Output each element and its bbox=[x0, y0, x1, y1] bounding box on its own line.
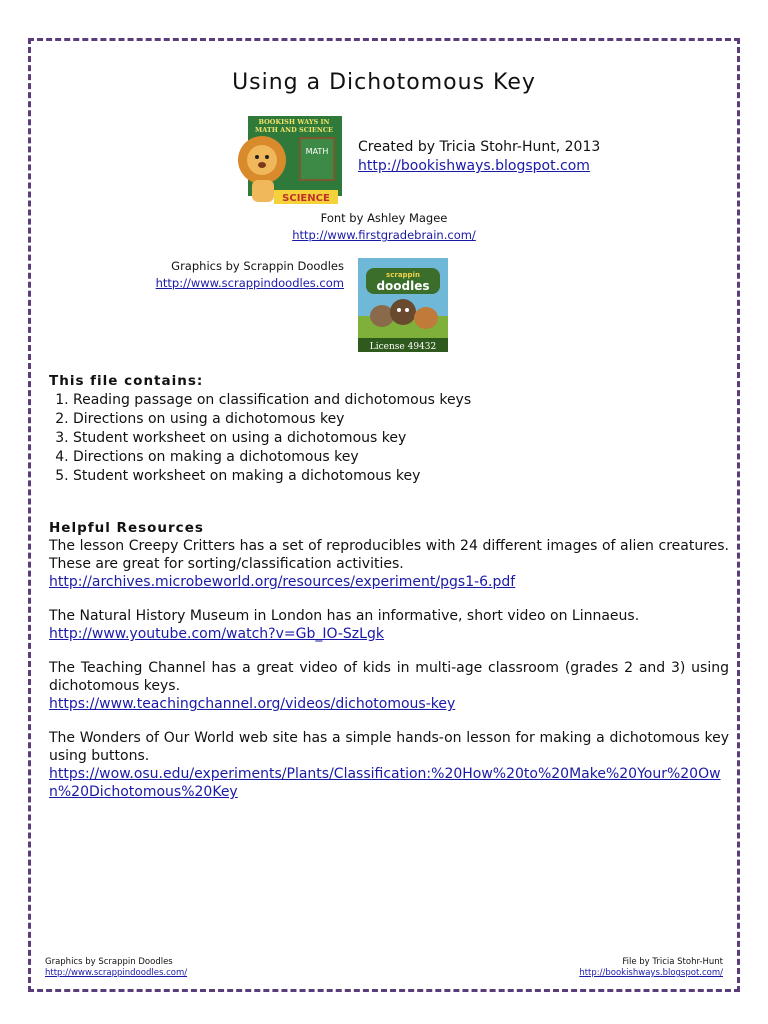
resource-text: The Natural History Museum in London has an informative, short video on Linnaeus. bbox=[49, 608, 640, 624]
resource-entry bbox=[49, 537, 729, 591]
resource-entry bbox=[49, 729, 729, 801]
footer-left-text: Graphics by Scrappin Doodles bbox=[45, 957, 173, 967]
critter-fox bbox=[414, 307, 438, 329]
small-board bbox=[300, 138, 334, 180]
bookish-ways-logo-image bbox=[234, 114, 344, 212]
file-contents-section bbox=[49, 372, 729, 486]
resource-entry bbox=[49, 607, 729, 643]
graphics-credit bbox=[130, 258, 344, 292]
graphics-credit-text: Graphics by Scrappin Doodles bbox=[171, 259, 344, 273]
resources-heading: Helpful Resources bbox=[49, 520, 204, 536]
lion-face bbox=[247, 145, 277, 175]
badge-license-text: License 49432 bbox=[369, 342, 437, 352]
logo-line1: BOOKISH WAYS IN bbox=[258, 118, 330, 126]
page-border bbox=[28, 38, 740, 992]
resource-link[interactable]: https://www.teachingchannel.org/videos/dichotomous-key bbox=[49, 696, 456, 712]
font-credit-link[interactable]: http://www.firstgradebrain.com/ bbox=[292, 228, 476, 242]
font-credit bbox=[0, 210, 768, 244]
badge-brand-bottom: doodles bbox=[376, 279, 430, 293]
list-item: 2. Directions on using a dichotomous key bbox=[73, 410, 729, 429]
list-item: 3. Student worksheet on using a dichotomous key bbox=[73, 429, 729, 448]
font-credit-text: Font by Ashley Magee bbox=[320, 211, 448, 225]
resource-text: The lesson Creepy Critters has a set of reproducibles with 24 different images of alien creatures. These are great for sorting/classification activities. bbox=[49, 538, 729, 572]
list-item: 4. Directions on making a dichotomous key bbox=[73, 448, 729, 467]
list-item: 1. Reading passage on classification and dichotomous keys bbox=[73, 391, 729, 410]
resource-text: The Teaching Channel has a great video of kids in multi-age classroom (grades 2 and 3) using dichotomous keys. bbox=[49, 660, 729, 694]
resource-text: The Wonders of Our World web site has a simple hands-on lesson for making a dichotomous key using buttons. bbox=[49, 730, 729, 764]
footer-file-credit bbox=[579, 957, 723, 979]
logo-science-word: SCIENCE bbox=[282, 193, 330, 204]
resource-link[interactable]: https://wow.osu.edu/experiments/Plants/Classification:%20How%20to%20Make%20Your%20Own%20Dichotomous%20Key bbox=[49, 766, 721, 800]
helpful-resources-section bbox=[49, 519, 729, 817]
blog-link[interactable]: http://bookishways.blogspot.com bbox=[358, 158, 590, 174]
badge-brand-top: scrappin bbox=[386, 271, 420, 279]
page-title: Using a Dichotomous Key bbox=[232, 70, 536, 95]
scrappin-doodles-badge-image bbox=[358, 258, 448, 352]
logo-board-text: MATH bbox=[305, 147, 329, 156]
footer-right-link[interactable]: http://bookishways.blogspot.com/ bbox=[579, 968, 723, 978]
resource-entry bbox=[49, 659, 729, 713]
resource-link[interactable]: http://www.youtube.com/watch?v=Gb_IO-SzLgk bbox=[49, 626, 384, 642]
file-contents-list bbox=[49, 391, 729, 486]
graphics-credit-link[interactable]: http://www.scrappindoodles.com bbox=[155, 276, 344, 290]
resource-link[interactable]: http://archives.microbeworld.org/resources/experiment/pgs1-6.pdf bbox=[49, 574, 516, 590]
logo-line2: MATH AND SCIENCE bbox=[255, 126, 333, 134]
critter-moose bbox=[390, 299, 416, 325]
critter-raccoon bbox=[370, 305, 394, 327]
footer-graphics-credit bbox=[45, 957, 187, 979]
list-item: 5. Student worksheet on making a dichotomous key bbox=[73, 467, 729, 486]
file-contents-heading: This file contains: bbox=[49, 373, 204, 389]
footer-right-text: File by Tricia Stohr-Hunt bbox=[622, 957, 723, 967]
footer-left-link[interactable]: http://www.scrappindoodles.com/ bbox=[45, 968, 188, 978]
created-by-text: Created by Tricia Stohr-Hunt, 2013 bbox=[358, 139, 601, 155]
lion-body bbox=[252, 180, 274, 202]
author-credits bbox=[358, 138, 600, 176]
